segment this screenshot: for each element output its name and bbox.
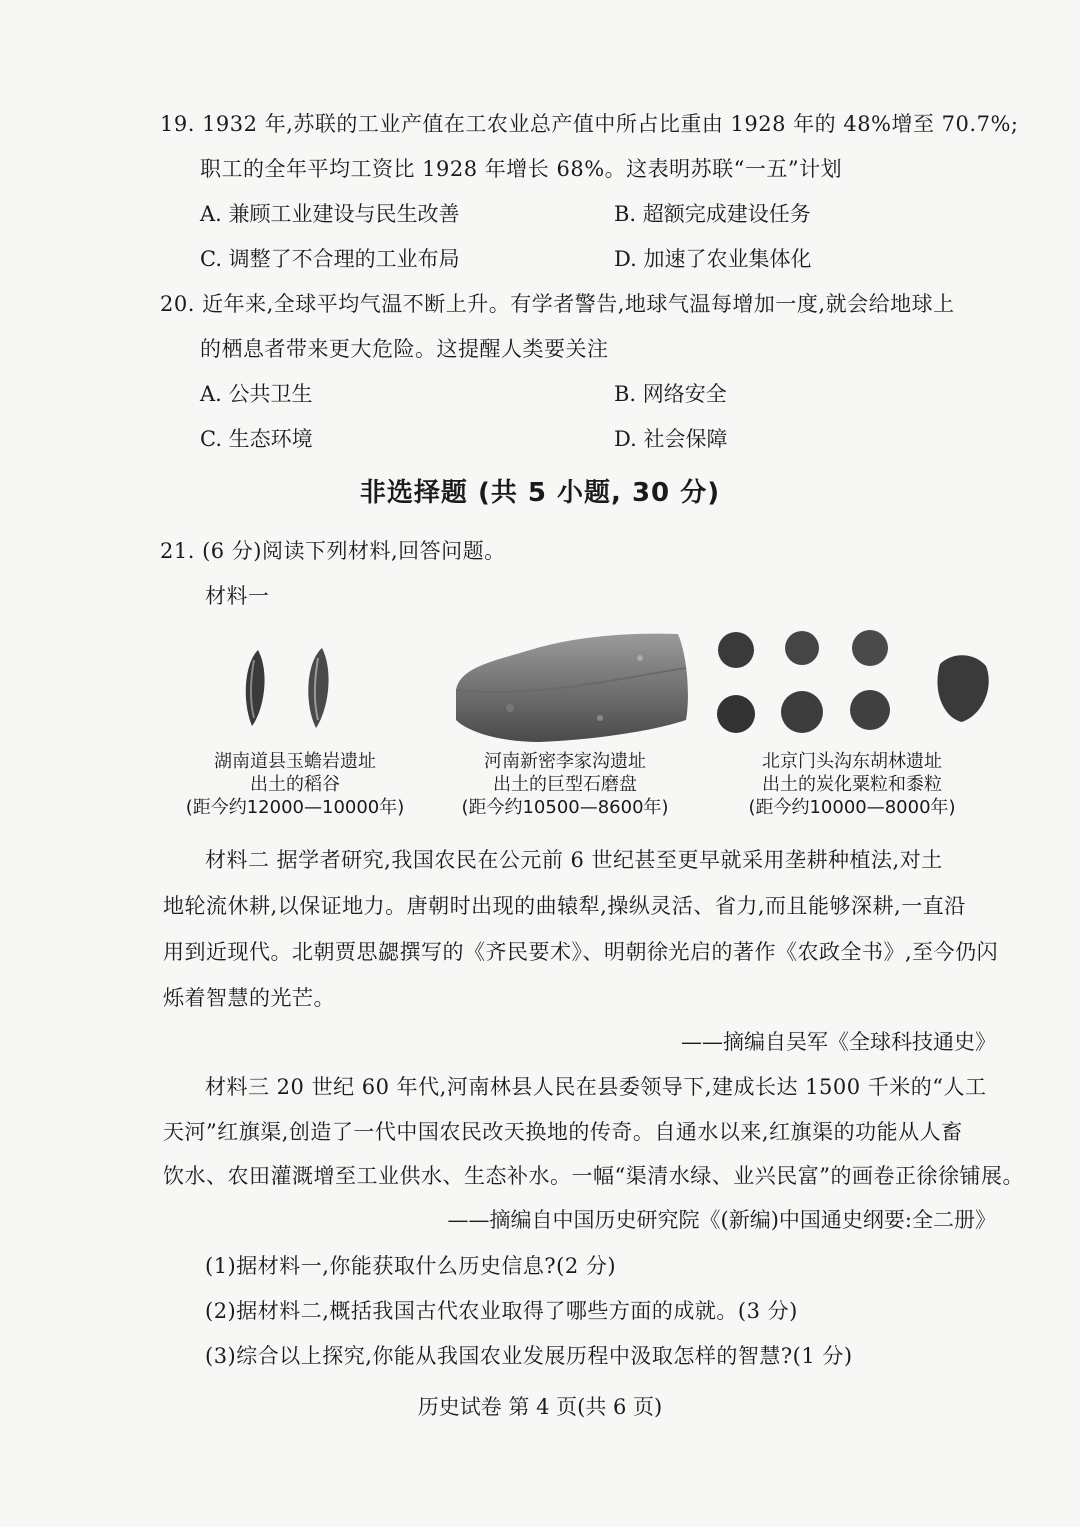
q19-option-a: A. 兼顾工业建设与民生改善 — [200, 202, 460, 226]
q20-option-d: D. 社会保障 — [614, 427, 728, 451]
figure-3-caption-line1: 北京门头沟东胡林遗址 — [762, 751, 942, 772]
q20-option-a: A. 公共卫生 — [200, 382, 313, 406]
figure-1-caption-line3: (距今约12000—10000年) — [185, 797, 405, 818]
q19-stem-line2: 职工的全年平均工资比 1928 年增长 68%。这表明苏联“一五”计划 — [200, 157, 843, 181]
material3-line2: 天河”红旗渠,创造了一代中国农民改天换地的传奇。自通水以来,红旗渠的功能从人畜 — [163, 1120, 963, 1144]
figure-1-caption — [145, 750, 445, 819]
q19-option-c: C. 调整了不合理的工业布局 — [200, 247, 460, 271]
figure-3-caption — [702, 750, 1002, 819]
sub-question-1: (1)据材料一,你能获取什么历史信息?(2 分) — [205, 1254, 617, 1278]
millet-grain-image — [712, 622, 992, 742]
q20-stem-line2: 的栖息者带来更大危险。这提醒人类要关注 — [200, 337, 609, 361]
material3-source: ——摘编自中国历史研究院《(新编)中国通史纲要:全二册》 — [447, 1208, 996, 1232]
q19-option-b: B. 超额完成建设任务 — [614, 202, 811, 226]
q20-option-c: C. 生态环境 — [200, 427, 313, 451]
figure-1-caption-line1: 湖南道县玉蟾岩遗址 — [214, 751, 376, 772]
material2-line2: 地轮流休耕,以保证地力。唐朝时出现的曲辕犁,操纵灵活、省力,而且能够深耕,一直沿 — [163, 894, 966, 918]
grinding-stone-image — [450, 628, 692, 746]
figure-2-caption-line3: (距今约10500—8600年) — [461, 797, 669, 818]
figure-3-caption-line2: 出土的炭化粟粒和黍粒 — [762, 774, 942, 795]
material3-line1: 材料三 20 世纪 60 年代,河南林县人民在县委领导下,建成长达 1500 千米的“人工 — [205, 1075, 987, 1099]
q19-stem-line1: 19. 1932 年,苏联的工业产值在工农业总产值中所占比重由 1928 年的 48%增至 70.7%; — [160, 112, 1019, 136]
figure-3-caption-line3: (距今约10000—8000年) — [748, 797, 956, 818]
material2-line4: 烁着智慧的光芒。 — [163, 986, 335, 1010]
figure-2-caption-line2: 出土的巨型石磨盘 — [493, 774, 637, 795]
figure-1-caption-line2: 出土的稻谷 — [250, 774, 340, 795]
sub-question-2: (2)据材料二,概括我国古代农业取得了哪些方面的成就。(3 分) — [205, 1299, 798, 1323]
figure-2-caption-line1: 河南新密李家沟遗址 — [484, 751, 646, 772]
material2-source: ——摘编自吴军《全球科技通史》 — [681, 1030, 996, 1054]
material2-line3: 用到近现代。北朝贾思勰撰写的《齐民要术》、明朝徐光启的著作《农政全书》,至今仍闪 — [163, 940, 999, 964]
sub-question-3: (3)综合以上探究,你能从我国农业发展历程中汲取怎样的智慧?(1 分) — [205, 1344, 853, 1368]
material2-line1: 材料二 据学者研究,我国农民在公元前 6 世纪甚至更早就采用垄耕种植法,对土 — [205, 848, 943, 872]
material3-line3: 饮水、农田灌溉增至工业供水、生态补水。一幅“渠清水绿、业兴民富”的画卷正徐徐铺展。 — [163, 1164, 1024, 1188]
q21-stem: 21. (6 分)阅读下列材料,回答问题。 — [160, 539, 506, 563]
q20-option-b: B. 网络安全 — [614, 382, 727, 406]
figure-2-caption — [415, 750, 715, 819]
section-title: 非选择题 (共 5 小题, 30 分) — [359, 478, 721, 508]
q20-stem-line1: 20. 近年来,全球平均气温不断上升。有学者警告,地球气温每增加一度,就会给地球上 — [160, 292, 955, 316]
page-footer: 历史试卷 第 4 页(共 6 页) — [417, 1395, 663, 1419]
rice-grain-image — [230, 642, 350, 732]
q19-option-d: D. 加速了农业集体化 — [614, 247, 812, 271]
material1-label: 材料一 — [205, 584, 270, 608]
